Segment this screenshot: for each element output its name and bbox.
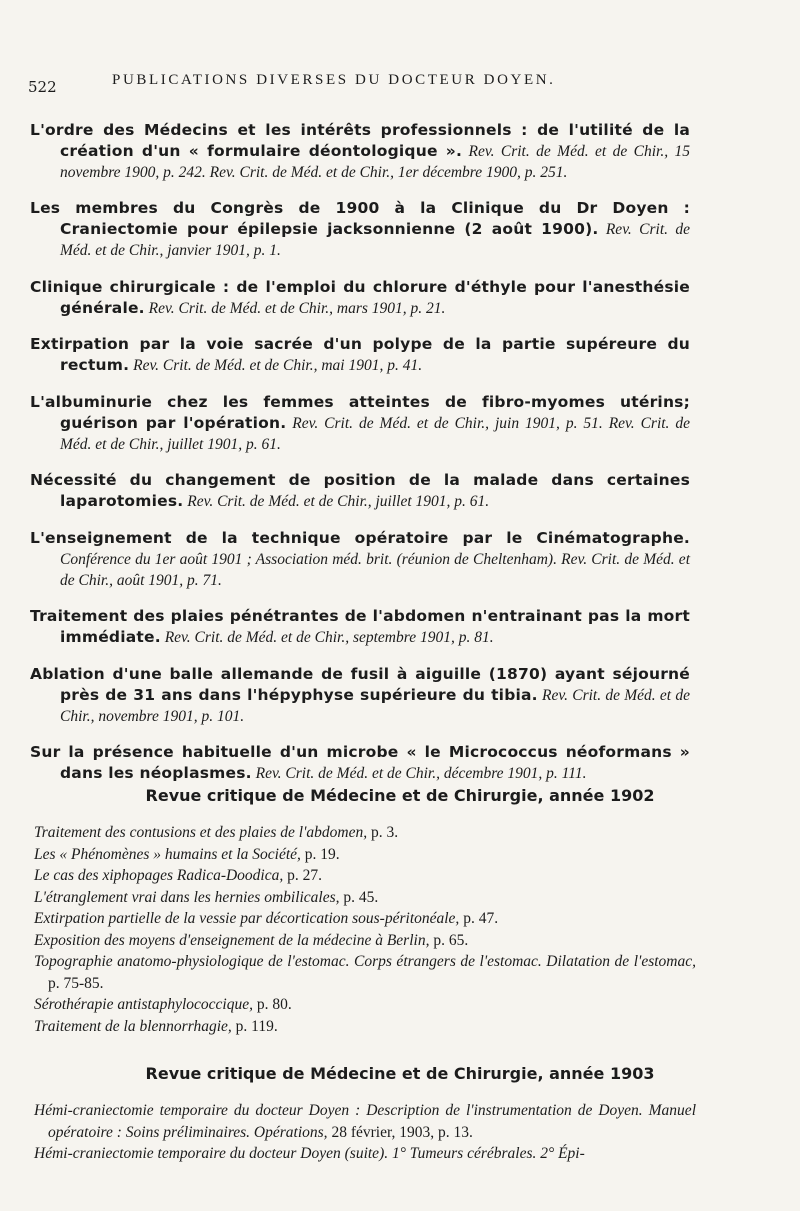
publication-entry	[30, 392, 690, 455]
item-page: 1° Tumeurs cérébrales. 2° Épi-	[391, 1145, 585, 1162]
list-item	[34, 1100, 696, 1143]
list-item	[34, 865, 696, 887]
list-item	[34, 844, 696, 866]
entry-title: Clinique chirurgicale : de l'emploi du chlorure d'éthyle pour l'anesthésie générale.	[30, 277, 690, 317]
item-text: Extirpation partielle de la vessie par décortication sous-péritonéale,	[34, 910, 460, 927]
item-text: Le cas des xiphopages Radica-Doodica,	[34, 867, 284, 884]
list-item	[34, 930, 696, 952]
entry-reference: Conférence du 1er août 1901 ; Association méd. brit. (réunion de Cheltenham). Rev. Crit. de Méd. et de Chir., août 1901, p. 71.	[60, 550, 690, 589]
publication-entry	[30, 198, 690, 261]
item-page: p. 80.	[256, 996, 292, 1013]
item-text: Traitement des contusions et des plaies de l'abdomen,	[34, 824, 368, 841]
publication-entry	[30, 664, 690, 727]
entry-reference: Rev. Crit. de Méd. et de Chir., mai 1901, p. 41.	[133, 357, 423, 374]
item-page: p. 19.	[304, 845, 340, 863]
item-page: p. 47.	[463, 910, 499, 927]
publication-entry	[30, 742, 690, 784]
list-item	[34, 1143, 696, 1165]
list-item	[34, 822, 696, 844]
entry-title: L'enseignement de la technique opératoire par le Cinématographe.	[30, 528, 690, 547]
item-text: Traitement de la blennorrhagie,	[34, 1017, 232, 1035]
publication-entry	[30, 277, 690, 319]
publication-list	[30, 104, 690, 793]
page-header	[28, 66, 768, 96]
item-page: p. 3.	[370, 824, 399, 841]
list-item	[34, 951, 696, 994]
publication-entry	[30, 528, 690, 591]
entry-reference: Rev. Crit. de Méd. et de Chir., mars 1901, p. 21.	[148, 299, 446, 317]
item-text: Sérothérapie antistaphylococcique,	[34, 996, 253, 1013]
running-title: PUBLICATIONS DIVERSES DU DOCTEUR DOYEN.	[112, 72, 556, 88]
section-heading-1902: Revue critique de Médecine et de Chirurgie, année 1902	[145, 786, 655, 805]
publication-entry	[30, 470, 690, 512]
entry-title: Les membres du Congrès de 1900 à la Clinique du Dr Doyen : Craniectomie pour épilepsie jacksonnienne (2 août 1900).	[30, 199, 690, 238]
list-item	[34, 887, 696, 909]
item-page: p. 45.	[343, 888, 379, 906]
entry-title: Sur la présence habituelle d'un microbe « le Micrococcus néoformans » dans les néoplasmes.	[30, 743, 690, 782]
item-text: Hémi-craniectomie temporaire du docteur Doyen : Description de l'instrumentation de Doyen. Manuel opératoire : Soins préliminaires. Opérations,	[34, 1102, 696, 1141]
item-page: p. 119.	[235, 1017, 278, 1035]
section-1902-list	[34, 822, 696, 1037]
section-heading-1903: Revue critique de Médecine et de Chirurgie, année 1903	[145, 1064, 655, 1083]
entry-title: Traitement des plaies pénétrantes de l'abdomen n'entrainant pas la mort immédiate.	[30, 607, 690, 646]
entry-reference: Rev. Crit. de Méd. et de Chir., janvier 1901, p. 1.	[60, 221, 690, 259]
item-page: 28 février, 1903, p. 13.	[331, 1123, 473, 1141]
page-number: 522	[28, 78, 57, 96]
item-text: Hémi-craniectomie temporaire du docteur Doyen (suite).	[34, 1145, 389, 1162]
list-item	[34, 1016, 696, 1038]
item-text: Exposition des moyens d'enseignement de la médecine à Berlin,	[34, 931, 430, 949]
entry-reference: Rev. Crit. de Méd. et de Chir., 15 novembre 1900, p. 242. Rev. Crit. de Méd. et de Chir., 1er décembre 1900, p. 251.	[60, 142, 690, 181]
item-text: Topographie anatomo-physiologique de l'estomac. Corps étrangers de l'estomac. Dilatation de l'estomac,	[34, 953, 696, 970]
entry-title: Nécessité du changement de position de la malade dans certaines laparotomies.	[30, 471, 690, 510]
entry-title: Extirpation par la voie sacrée d'un polype de la partie supéreure du rectum.	[30, 335, 690, 374]
entry-reference: Rev. Crit. de Méd. et de Chir., juillet 1901, p. 61.	[187, 493, 490, 510]
entry-reference: Rev. Crit. de Méd. et de Chir., septembre 1901, p. 81.	[164, 629, 494, 646]
entry-reference: Rev. Crit. de Méd. et de Chir., juin 1901, p. 51. Rev. Crit. de Méd. et de Chir., juillet 1901, p. 61.	[60, 414, 691, 453]
entry-title: Ablation d'une balle allemande de fusil à aiguille (1870) ayant séjourné près de 31 ans dans l'hépyphyse supérieure du tibia.	[30, 664, 690, 704]
list-item	[34, 908, 696, 930]
entry-title: L'albuminurie chez les femmes atteintes de fibro-myomes utérins; guérison par l'opération.	[30, 392, 690, 432]
list-item	[34, 994, 696, 1016]
item-page: p. 65.	[433, 931, 469, 949]
item-page: p. 75-85.	[48, 974, 104, 992]
section-1903-list	[34, 1100, 696, 1165]
publication-entry	[30, 334, 690, 376]
publication-entry	[30, 606, 690, 648]
item-text: Les « Phénomènes » humains et la Société,	[34, 845, 301, 863]
item-text: L'étranglement vrai dans les hernies ombilicales,	[34, 888, 340, 906]
entry-reference: Rev. Crit. de Méd. et de Chir., décembre 1901, p. 111.	[255, 765, 587, 782]
entry-reference: Rev. Crit. de Méd. et de Chir., novembre 1901, p. 101.	[60, 686, 691, 725]
item-page: p. 27.	[287, 867, 322, 884]
publication-entry	[30, 120, 690, 183]
entry-title: L'ordre des Médecins et les intérêts professionnels : de l'utilité de la création d'un « formulaire déontologique ».	[30, 120, 690, 160]
